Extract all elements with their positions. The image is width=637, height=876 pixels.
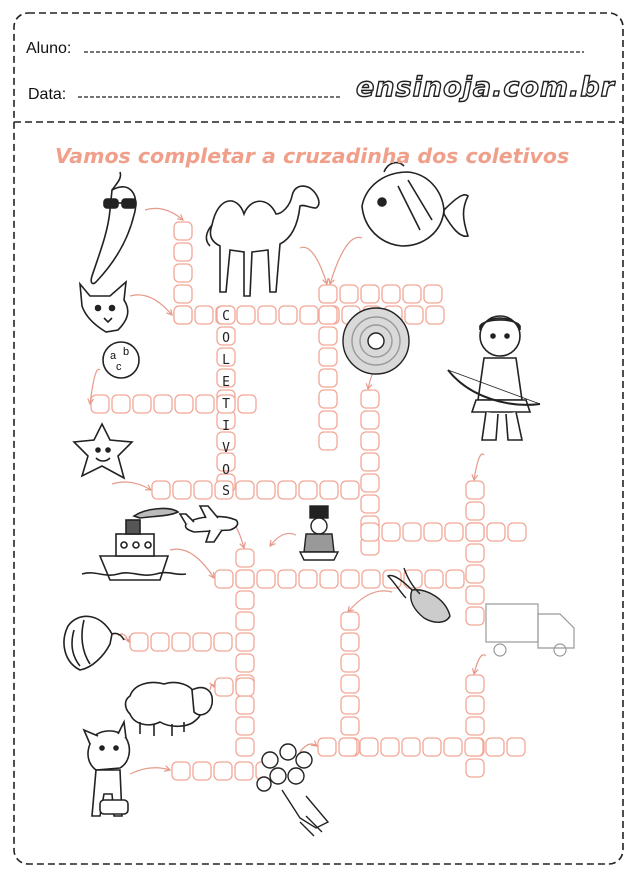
vertical-letter-o2: O [222, 463, 230, 478]
fish-icon [362, 163, 468, 246]
vertical-letter-l: L [222, 353, 230, 368]
crossword-cell[interactable] [320, 481, 338, 499]
crossword-cell[interactable] [238, 395, 256, 413]
clue-arrow [474, 655, 486, 674]
crossword-cell[interactable] [319, 432, 337, 450]
crossword-cell[interactable] [236, 633, 254, 651]
crossword-cell[interactable] [361, 432, 379, 450]
crossword-cell[interactable] [466, 523, 484, 541]
native-boy-with-bow-icon [448, 316, 540, 440]
vertical-letter-v: V [222, 441, 230, 456]
crossword-cell[interactable] [341, 654, 359, 672]
crossword-cell[interactable] [320, 570, 338, 588]
crossword-cell[interactable] [466, 607, 484, 625]
bubble-letter-a: a [110, 350, 117, 362]
crossword-cell[interactable] [403, 523, 421, 541]
crossword-cell[interactable] [466, 759, 484, 777]
data-label: Data: [28, 86, 67, 103]
crossword-cell[interactable] [466, 675, 484, 693]
crossword-cell[interactable] [319, 285, 337, 303]
crossword-cell[interactable] [214, 633, 232, 651]
clue-arrow [112, 482, 151, 490]
crossword-cell[interactable] [466, 717, 484, 735]
crossword-cell[interactable] [300, 306, 318, 324]
clue-arrow-head [311, 741, 317, 746]
ship-icon [82, 509, 186, 580]
sheep-icon [126, 683, 213, 737]
crossword-cell[interactable] [193, 633, 211, 651]
crossword-cell[interactable] [236, 696, 254, 714]
crossword-cell[interactable] [361, 474, 379, 492]
crossword-cell[interactable] [235, 762, 253, 780]
crossword-cell[interactable] [172, 762, 190, 780]
crossword-cell[interactable] [341, 612, 359, 630]
crossword-cell[interactable] [361, 453, 379, 471]
crossword-cell[interactable] [486, 738, 504, 756]
crossword-cell[interactable] [236, 717, 254, 735]
crossword-cell[interactable] [214, 762, 232, 780]
crossword-cell[interactable] [507, 738, 525, 756]
crossword-cell[interactable] [237, 306, 255, 324]
vertical-letter-t: T [222, 397, 230, 412]
crossword-cell[interactable] [236, 612, 254, 630]
crossword-cell[interactable] [360, 738, 378, 756]
crossword-cell[interactable] [466, 481, 484, 499]
crossword-cell[interactable] [299, 570, 317, 588]
crossword-cell[interactable] [236, 549, 254, 567]
crossword-cell[interactable] [339, 738, 357, 756]
crossword-cell[interactable] [466, 544, 484, 562]
crossword-cell[interactable] [174, 285, 192, 303]
crossword-cell[interactable] [341, 696, 359, 714]
crossword-cell[interactable] [194, 481, 212, 499]
crossword-cell[interactable] [424, 285, 442, 303]
pepper-with-sunglasses-icon [91, 172, 136, 284]
crossword-cell[interactable] [154, 395, 172, 413]
crossword-cell[interactable] [319, 348, 337, 366]
crossword-cell[interactable] [426, 306, 444, 324]
crossword-cell[interactable] [465, 738, 483, 756]
crossword-cell[interactable] [236, 654, 254, 672]
crossword-cell[interactable] [172, 633, 190, 651]
vertical-letter-o: O [222, 331, 230, 346]
crossword-cell[interactable] [279, 306, 297, 324]
crossword-cell[interactable] [196, 395, 214, 413]
camel-icon [206, 186, 319, 296]
crossword-cell[interactable] [236, 570, 254, 588]
vertical-letter-c: C [222, 309, 230, 324]
crossword-cell[interactable] [112, 395, 130, 413]
crossword-cell[interactable] [195, 306, 213, 324]
crossword-cell[interactable] [319, 411, 337, 429]
pig-icon [84, 722, 129, 816]
crossword-cell[interactable] [151, 633, 169, 651]
crossword-cell[interactable] [152, 481, 170, 499]
crossword-cell[interactable] [193, 762, 211, 780]
crossword-cell[interactable] [381, 738, 399, 756]
crossword-cell[interactable] [215, 570, 233, 588]
crossword-cell[interactable] [130, 633, 148, 651]
crossword-cell[interactable] [173, 481, 191, 499]
crossword-cell[interactable] [361, 285, 379, 303]
vertical-letter-e: E [222, 375, 230, 390]
airplane-icon [180, 506, 238, 542]
crossword-cell[interactable] [361, 495, 379, 513]
crossword-cell[interactable] [466, 565, 484, 583]
crossword-cell[interactable] [175, 395, 193, 413]
crossword-cell[interactable] [361, 390, 379, 408]
cd-disc-icon [343, 308, 409, 374]
crossword-cell[interactable] [299, 481, 317, 499]
crossword-cell[interactable] [405, 306, 423, 324]
crossword-cell[interactable] [466, 696, 484, 714]
crossword-cell[interactable] [91, 395, 109, 413]
crossword-cell[interactable] [361, 411, 379, 429]
clue-arrow [474, 454, 484, 480]
truck-icon [486, 604, 574, 656]
soldier-icon [300, 506, 338, 560]
clue-arrow [130, 295, 172, 315]
flower-bouquet-icon [257, 744, 328, 836]
onion-icon [64, 616, 124, 670]
star-icon [74, 424, 132, 478]
crossword-cell[interactable] [341, 633, 359, 651]
crossword-cell[interactable] [174, 222, 192, 240]
crossword-cell[interactable] [258, 306, 276, 324]
crossword-cell[interactable] [215, 678, 233, 696]
crossword-cell[interactable] [466, 586, 484, 604]
crossword-cell[interactable] [319, 369, 337, 387]
crossword-cell[interactable] [362, 570, 380, 588]
crossword-cell[interactable] [403, 285, 421, 303]
crossword-cell[interactable] [257, 481, 275, 499]
crossword-cell[interactable] [174, 243, 192, 261]
crossword-cell[interactable] [133, 395, 151, 413]
clue-arrow [348, 591, 392, 612]
wolf-icon [80, 282, 128, 332]
vertical-letter-i: I [222, 419, 230, 434]
crossword-cell[interactable] [424, 523, 442, 541]
vertical-letter-s: S [222, 484, 230, 499]
crossword-cell[interactable] [340, 285, 358, 303]
crossword-cell[interactable] [402, 738, 420, 756]
crossword-cell[interactable] [423, 738, 441, 756]
crossword-cell[interactable] [174, 306, 192, 324]
crossword-cell[interactable] [236, 678, 254, 696]
crossword-cell[interactable] [341, 675, 359, 693]
crossword-cell[interactable] [382, 285, 400, 303]
crossword-cell[interactable] [444, 738, 462, 756]
crossword-cell[interactable] [341, 717, 359, 735]
crossword-cell[interactable] [382, 523, 400, 541]
crossword-cell[interactable] [361, 523, 379, 541]
clue-arrow [300, 247, 327, 284]
crossword-cell[interactable] [319, 306, 337, 324]
crossword-cell[interactable] [446, 570, 464, 588]
crossword-cell[interactable] [341, 481, 359, 499]
crossword-cell[interactable] [257, 570, 275, 588]
worksheet-title: Vamos completar a cruzadinha dos coletivos [55, 144, 570, 168]
crossword-cell[interactable] [341, 570, 359, 588]
crossword-cell[interactable] [487, 523, 505, 541]
crossword-cell[interactable] [236, 481, 254, 499]
bubble-letter-b: b [123, 346, 130, 358]
crossword-cell[interactable] [236, 591, 254, 609]
clue-arrow [330, 237, 362, 284]
crossword-cell[interactable] [278, 481, 296, 499]
crossword-cell[interactable] [318, 738, 336, 756]
crossword-cell[interactable] [466, 502, 484, 520]
crossword-cell[interactable] [445, 523, 463, 541]
crossword-cell[interactable] [319, 390, 337, 408]
crossword-cell[interactable] [425, 570, 443, 588]
aluno-label: Aluno: [26, 40, 72, 57]
crossword-cell[interactable] [508, 523, 526, 541]
brand-logo: ensinoja.com.br [356, 72, 615, 103]
crossword-cell[interactable] [278, 570, 296, 588]
crossword-cell[interactable] [236, 738, 254, 756]
bubble-letter-c: c [116, 361, 122, 373]
crossword-cell[interactable] [174, 264, 192, 282]
clue-arrow [130, 768, 170, 774]
crossword-cell[interactable] [319, 327, 337, 345]
